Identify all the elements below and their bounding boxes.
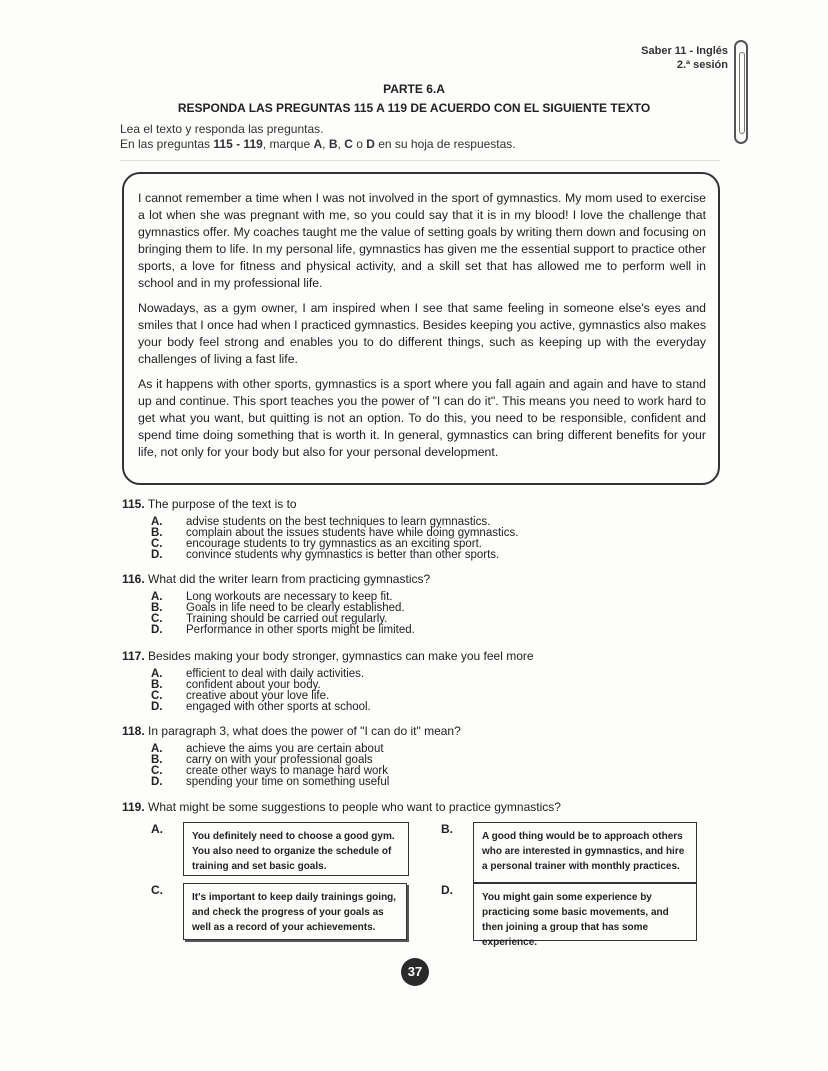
passage-paragraph-2: Nowadays, as a gym owner, I am inspired when I see that same feeling in someone else's eyes and smiles that I once had when I practiced gymnastics. Besides keeping you active, gymnastics also makes your body feel strong and enables you to do different things, such as keeping up with the everyday challenges of living a fast life. <box>138 301 706 366</box>
option-b[interactable]: B. confident about your body. <box>151 679 321 691</box>
option-d[interactable]: D. convince students why gymnastics is better than other sports. <box>151 549 500 561</box>
option-d[interactable]: D. spending your time on something useful <box>151 776 390 788</box>
option-box: You definitely need to choose a good gym. You also need to organize the schedule of training and set basic goals. <box>183 822 409 876</box>
option-box: You might gain some experience by practicing some basic movements, and then joining a group that has some experience. <box>473 883 697 941</box>
reading-passage <box>122 172 720 485</box>
option-letter: B. <box>441 822 453 836</box>
question-119 <box>122 800 722 820</box>
question-stem: 119. What might be some suggestions to people who want to practice gymnastics? <box>122 800 561 814</box>
option-b[interactable]: B. Goals in life need to be clearly established. <box>151 602 405 614</box>
option-d[interactable]: D. Performance in other sports might be limited. <box>151 624 415 636</box>
passage-paragraph-1: I cannot remember a time when I was not involved in the sport of gymnastics. My mom used to exercise a lot when she was pregnant with me, so you could say that it is in my blood! I love the challenge that gymnastics offer. My coaches taught me the value of setting goals by writing them down and focusing on bringing them to life. In my personal life, gymnastics has given me the essential support to practice other sports, a love for fitness and physical activity, and a skill set that has allowed me to perform well in school and in my professional life. <box>138 191 706 290</box>
exam-name: Saber 11 - Inglés <box>641 45 728 57</box>
exam-session: 2.ª sesión <box>676 59 728 71</box>
question-117 <box>122 649 722 713</box>
exam-header <box>641 44 728 72</box>
option-a[interactable]: A. Long workouts are necessary to keep fit. <box>151 591 393 603</box>
instruction-line-1: Lea el texto y responda las preguntas. <box>120 122 324 136</box>
option-a[interactable]: A. advise students on the best techniques to learn gymnastics. <box>151 516 491 528</box>
option-letter: A. <box>151 822 163 836</box>
option-letter: C. <box>151 883 163 897</box>
option-b[interactable]: B. carry on with your professional goals <box>151 754 373 766</box>
question-stem: 115. The purpose of the text is to <box>122 497 297 511</box>
question-115 <box>122 497 722 561</box>
option-c[interactable]: C. creative about your love life. <box>151 690 330 702</box>
question-stem: 118. In paragraph 3, what does the power of "I can do it" mean? <box>122 724 461 738</box>
option-b[interactable]: B. complain about the issues students have while doing gymnastics. <box>151 527 519 539</box>
divider <box>120 160 720 161</box>
option-box: It's important to keep daily trainings going, and check the progress of your goals as well as a record of your achievements. <box>183 883 407 940</box>
question-stem: 117. Besides making your body stronger, gymnastics can make you feel more <box>122 649 534 663</box>
option-box: A good thing would be to approach others who are interested in gymnastics, and hire a personal trainer with monthly practices. <box>473 822 697 883</box>
option-c[interactable]: C. Training should be carried out regularly. <box>151 613 388 625</box>
option-letter: D. <box>441 883 453 897</box>
option-a[interactable]: A. achieve the aims you are certain about <box>151 743 384 755</box>
instruction-line-2: En las preguntas 115 - 119, marque A, B, C o D en su hoja de respuestas. <box>120 137 516 151</box>
question-116 <box>122 572 722 636</box>
passage-paragraph-3: As it happens with other sports, gymnastics is a sport where you fall again and again and have to stand up and continue. This sport teaches you the power of "I can do it". This means you need to work hard to get what you want, but quitting is not an option. To do this, you need to be responsible, confident and spend time doing something that is worth it. In general, gymnastics can bring different benefits for your life, not only for your body but also for your personal development. <box>138 377 706 459</box>
question-stem: 116. What did the writer learn from practicing gymnastics? <box>122 572 431 586</box>
page-number: 37 <box>401 958 429 986</box>
option-d[interactable]: D. engaged with other sports at school. <box>151 701 371 713</box>
option-a[interactable]: A. efficient to deal with daily activities. <box>151 668 365 680</box>
option-c[interactable]: C. encourage students to try gymnastics as an exciting sport. <box>151 538 482 550</box>
part-title: PARTE 6.A <box>383 82 445 96</box>
option-c[interactable]: C. create other ways to manage hard work <box>151 765 388 777</box>
question-118 <box>122 724 722 788</box>
section-title: RESPONDA LAS PREGUNTAS 115 A 119 DE ACUERDO CON EL SIGUIENTE TEXTO <box>177 101 651 115</box>
